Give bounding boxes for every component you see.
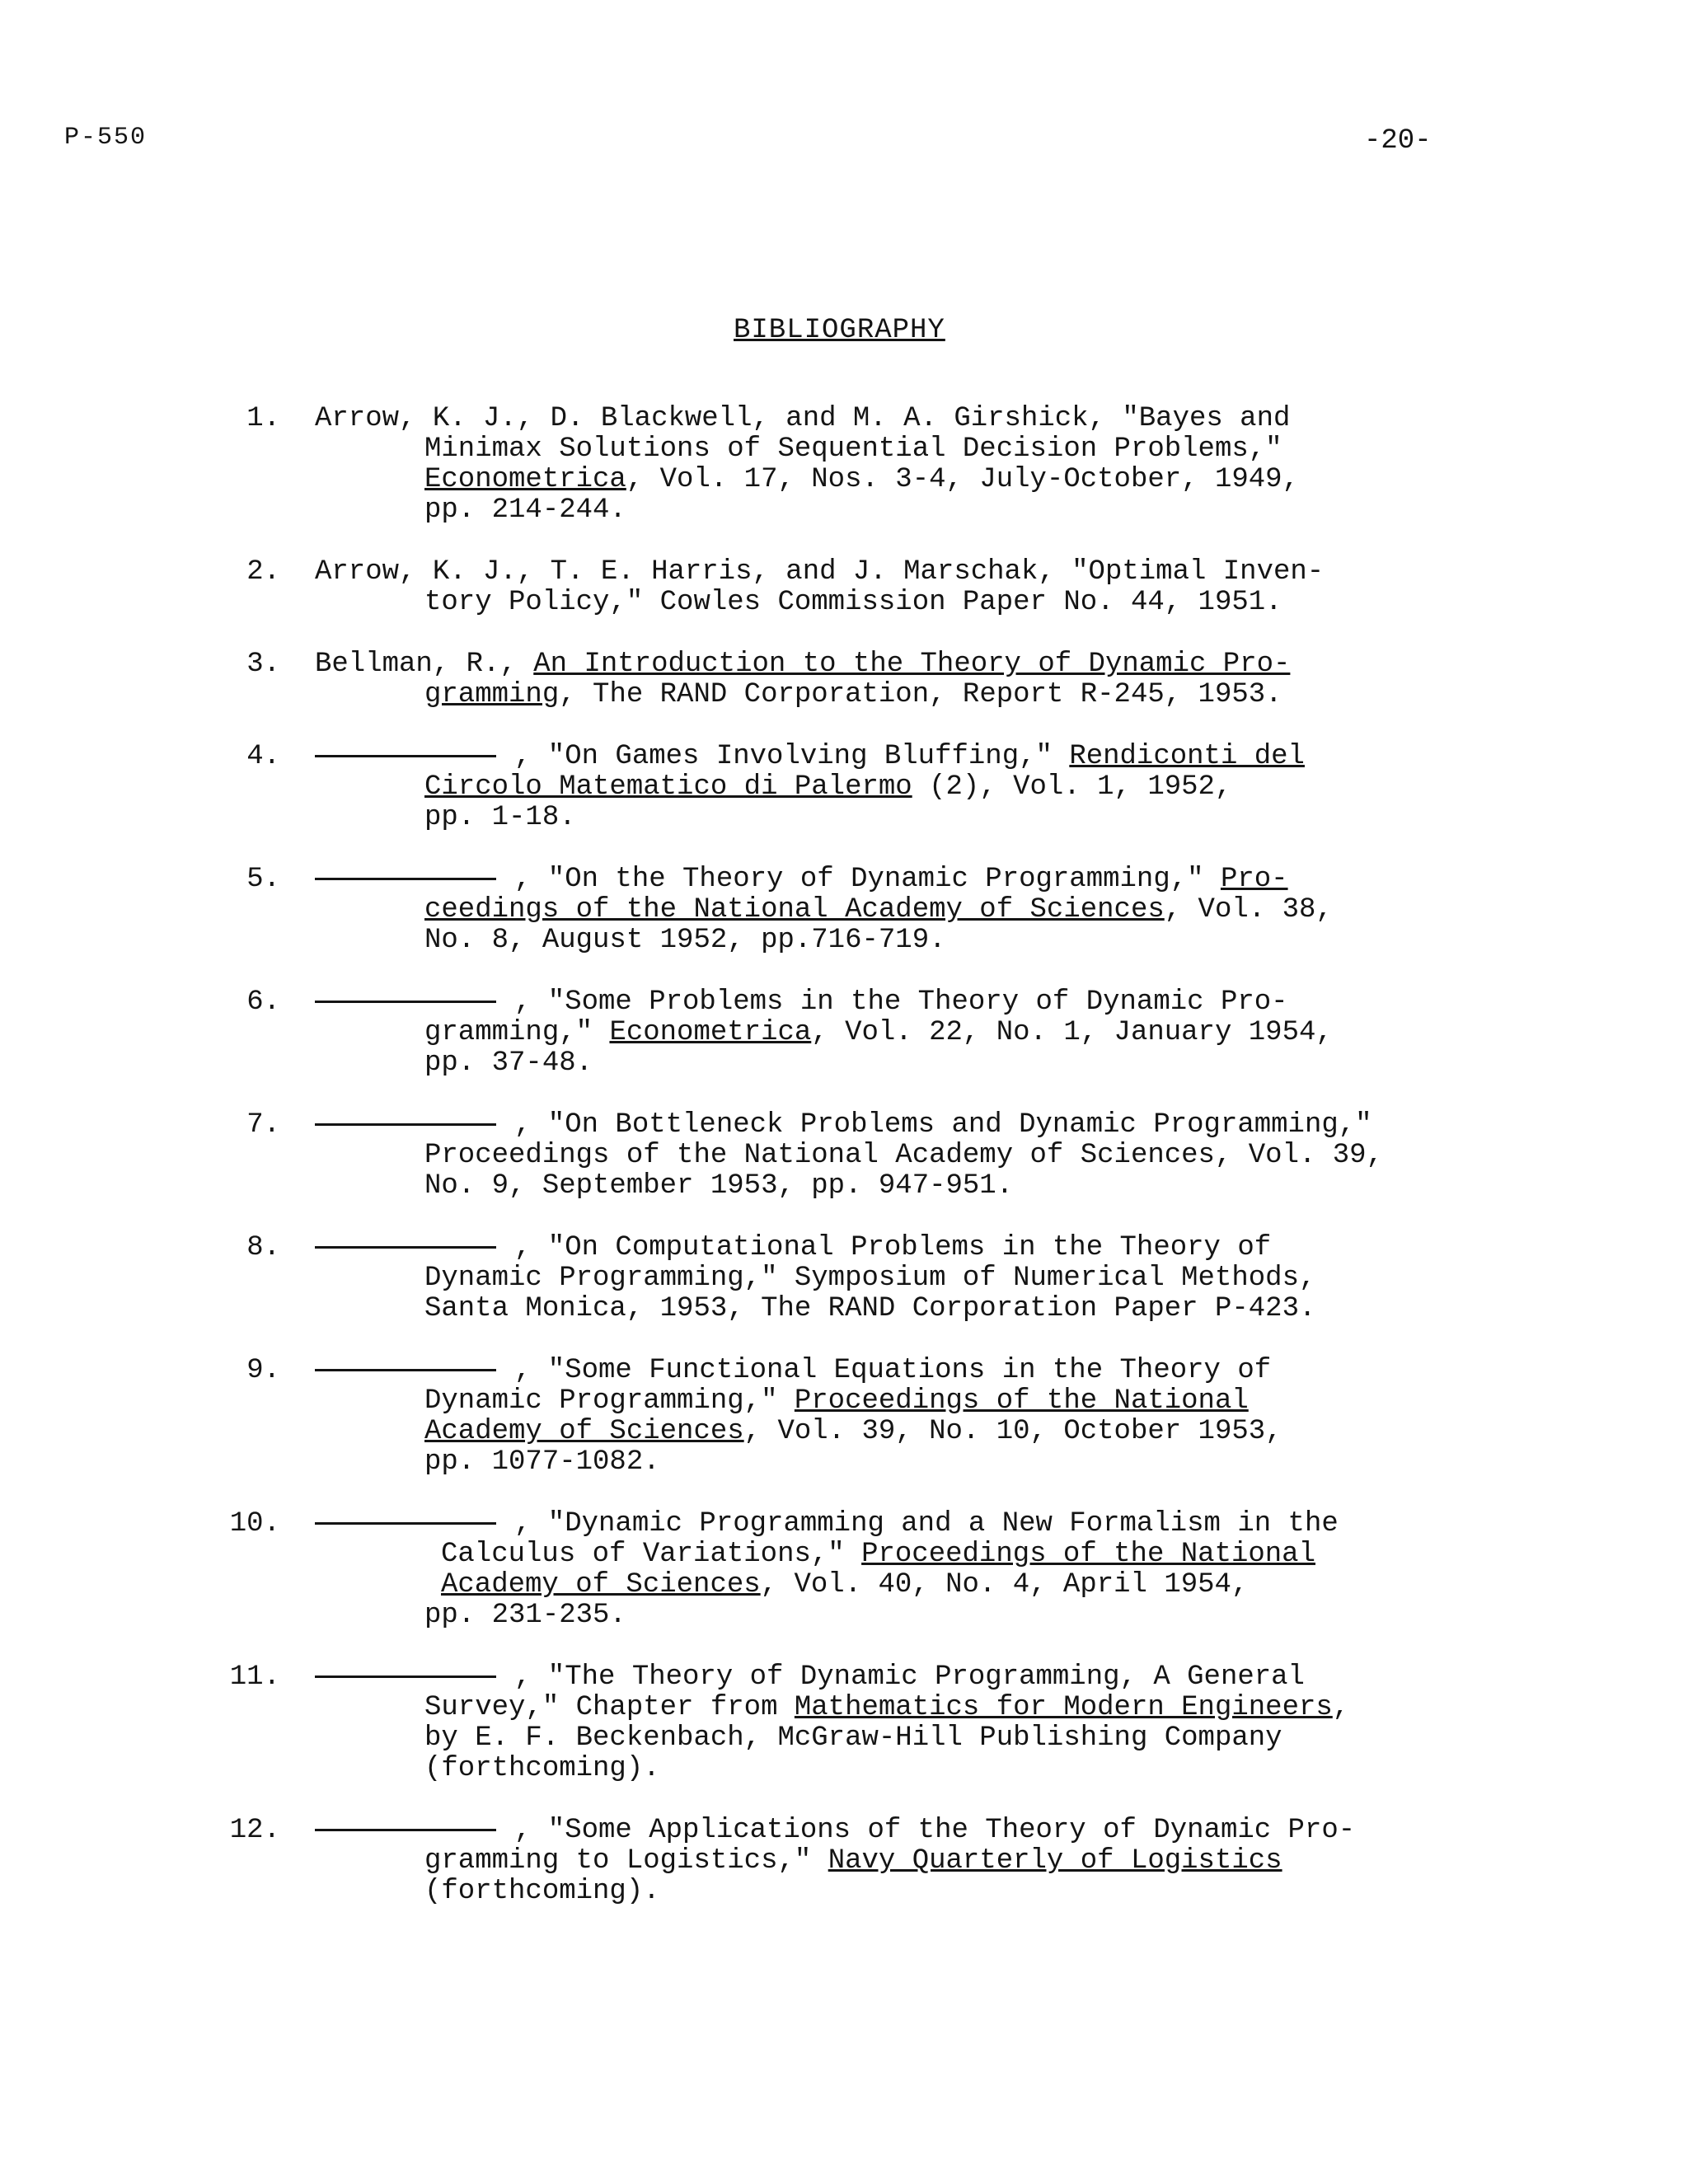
entry-number: 12. bbox=[229, 1815, 280, 1846]
entry-line: by E. F. Beckenbach, McGraw-Hill Publishing Company bbox=[424, 1722, 1282, 1754]
entry-line: , "Some Functional Equations in the Theory of bbox=[214, 1356, 1484, 1386]
bib-entry-7 bbox=[214, 1110, 1484, 1202]
bib-entry-10 bbox=[214, 1509, 1484, 1631]
entry-number: 7. bbox=[246, 1109, 280, 1141]
journal-title: Navy Quarterly of Logistics bbox=[828, 1845, 1282, 1877]
entry-line: pp. 1-18. bbox=[424, 802, 576, 833]
entry-line: Survey," Chapter from Mathematics for Modern Engineers, bbox=[424, 1692, 1350, 1723]
ditto-rule bbox=[315, 1001, 496, 1003]
entry-line: , "On Computational Problems in the Theory of bbox=[214, 1233, 1484, 1263]
entry-line: pp. 37-48. bbox=[424, 1047, 593, 1079]
entry-line: (forthcoming). bbox=[424, 1876, 660, 1907]
page-title: BIBLIOGRAPHY bbox=[734, 315, 945, 346]
entry-number: 10. bbox=[229, 1508, 280, 1540]
entry-line: , "On the Theory of Dynamic Programming," Pro- bbox=[214, 865, 1484, 895]
page-number: -20- bbox=[1364, 125, 1432, 157]
journal-title: Proceedings of the National bbox=[794, 1385, 1249, 1417]
journal-title-cont: Circolo Matematico di Palermo bbox=[424, 771, 912, 803]
entry-line: Circolo Matematico di Palermo (2), Vol. 1, 1952, bbox=[424, 771, 1232, 803]
ditto-rule bbox=[315, 755, 496, 757]
entry-line: Arrow, K. J., D. Blackwell, and M. A. Girshick, "Bayes and bbox=[315, 403, 1291, 434]
entry-line: Arrow, K. J., T. E. Harris, and J. Marschak, "Optimal Inven- bbox=[315, 556, 1325, 588]
journal-title-cont: Academy of Sciences bbox=[424, 1416, 744, 1447]
bib-entry-5 bbox=[214, 865, 1484, 956]
entry-number: 11. bbox=[229, 1661, 280, 1693]
entry-line: Dynamic Programming," Proceedings of the National bbox=[424, 1385, 1249, 1417]
ditto-rule bbox=[315, 1369, 496, 1371]
entry-line: Santa Monica, 1953, The RAND Corporation Paper P-423. bbox=[424, 1293, 1316, 1324]
entry-line: Proceedings of the National Academy of Sciences, Vol. 39, bbox=[424, 1140, 1383, 1171]
entry-line: , "Some Applications of the Theory of Dynamic Pro- bbox=[214, 1816, 1484, 1846]
document-id: P-550 bbox=[64, 124, 148, 152]
entry-line: No. 8, August 1952, pp.716-719. bbox=[424, 925, 946, 956]
entry-line: pp. 1077-1082. bbox=[424, 1446, 660, 1478]
bibliography-list bbox=[214, 404, 1484, 1938]
journal-title-cont: ceedings of the National Academy of Sciences bbox=[424, 894, 1165, 926]
entry-line: ceedings of the National Academy of Sciences, Vol. 38, bbox=[424, 894, 1333, 926]
entry-line: pp. 214-244. bbox=[424, 494, 626, 526]
entry-line: No. 9, September 1953, pp. 947-951. bbox=[424, 1170, 1014, 1202]
entry-line: gramming," Econometrica, Vol. 22, No. 1, January 1954, bbox=[424, 1017, 1333, 1048]
ditto-rule bbox=[315, 1829, 496, 1831]
entry-line: Econometrica, Vol. 17, Nos. 3-4, July-October, 1949, bbox=[424, 464, 1299, 495]
entry-number: 6. bbox=[246, 987, 280, 1018]
journal-title: Econometrica bbox=[609, 1017, 812, 1048]
entry-line: , "Some Problems in the Theory of Dynamic Pro- bbox=[214, 987, 1484, 1018]
ditto-rule bbox=[315, 1522, 496, 1525]
entry-number: 1. bbox=[246, 403, 280, 434]
entry-line: (forthcoming). bbox=[424, 1753, 660, 1784]
entry-number: 9. bbox=[246, 1355, 280, 1386]
ditto-rule bbox=[315, 878, 496, 880]
entry-number: 2. bbox=[246, 556, 280, 588]
journal-title: Proceedings of the National bbox=[861, 1539, 1315, 1570]
entry-line: Dynamic Programming," Symposium of Numerical Methods, bbox=[424, 1263, 1316, 1294]
entry-line: Bellman, R., An Introduction to the Theory of Dynamic Pro- bbox=[315, 649, 1291, 680]
journal-title-cont: Academy of Sciences bbox=[441, 1569, 761, 1601]
entry-line: Academy of Sciences, Vol. 40, No. 4, April 1954, bbox=[441, 1569, 1249, 1601]
bib-entry-3 bbox=[214, 649, 1484, 710]
book-title: An Introduction to the Theory of Dynamic Pro- bbox=[533, 649, 1291, 680]
bib-entry-11 bbox=[214, 1662, 1484, 1784]
entry-line: pp. 231-235. bbox=[424, 1600, 626, 1631]
book-title-cont: gramming bbox=[424, 679, 560, 710]
bib-entry-6 bbox=[214, 987, 1484, 1079]
entry-line: Academy of Sciences, Vol. 39, No. 10, October 1953, bbox=[424, 1416, 1282, 1447]
bib-entry-8 bbox=[214, 1233, 1484, 1324]
entry-line: , "Dynamic Programming and a New Formalism in the bbox=[214, 1509, 1484, 1540]
entry-line: gramming, The RAND Corporation, Report R-245, 1953. bbox=[424, 679, 1282, 710]
entry-line: Calculus of Variations," Proceedings of the National bbox=[441, 1539, 1315, 1570]
ditto-rule bbox=[315, 1675, 496, 1678]
entry-line: , "On Bottleneck Problems and Dynamic Programming," bbox=[214, 1110, 1484, 1141]
bib-entry-9 bbox=[214, 1356, 1484, 1478]
entry-number: 5. bbox=[246, 864, 280, 895]
book-title: Mathematics for Modern Engineers bbox=[794, 1692, 1333, 1723]
bib-entry-1 bbox=[214, 404, 1484, 526]
bib-entry-12 bbox=[214, 1816, 1484, 1907]
entry-line: , "The Theory of Dynamic Programming, A General bbox=[214, 1662, 1484, 1693]
journal-title: Pro- bbox=[1220, 864, 1288, 895]
entry-number: 4. bbox=[246, 741, 280, 772]
entry-number: 3. bbox=[246, 649, 280, 680]
entry-number: 8. bbox=[246, 1232, 280, 1263]
bib-entry-2 bbox=[214, 557, 1484, 618]
journal-title: Econometrica bbox=[424, 464, 626, 495]
bib-entry-4 bbox=[214, 742, 1484, 833]
journal-title: Rendiconti del bbox=[1069, 741, 1305, 772]
entry-line: , "On Games Involving Bluffing," Rendiconti del bbox=[214, 742, 1484, 772]
entry-line: gramming to Logistics," Navy Quarterly of Logistics bbox=[424, 1845, 1282, 1877]
ditto-rule bbox=[315, 1123, 496, 1126]
entry-line: Minimax Solutions of Sequential Decision Problems," bbox=[424, 434, 1282, 465]
entry-line: tory Policy," Cowles Commission Paper No. 44, 1951. bbox=[424, 587, 1282, 618]
ditto-rule bbox=[315, 1246, 496, 1249]
